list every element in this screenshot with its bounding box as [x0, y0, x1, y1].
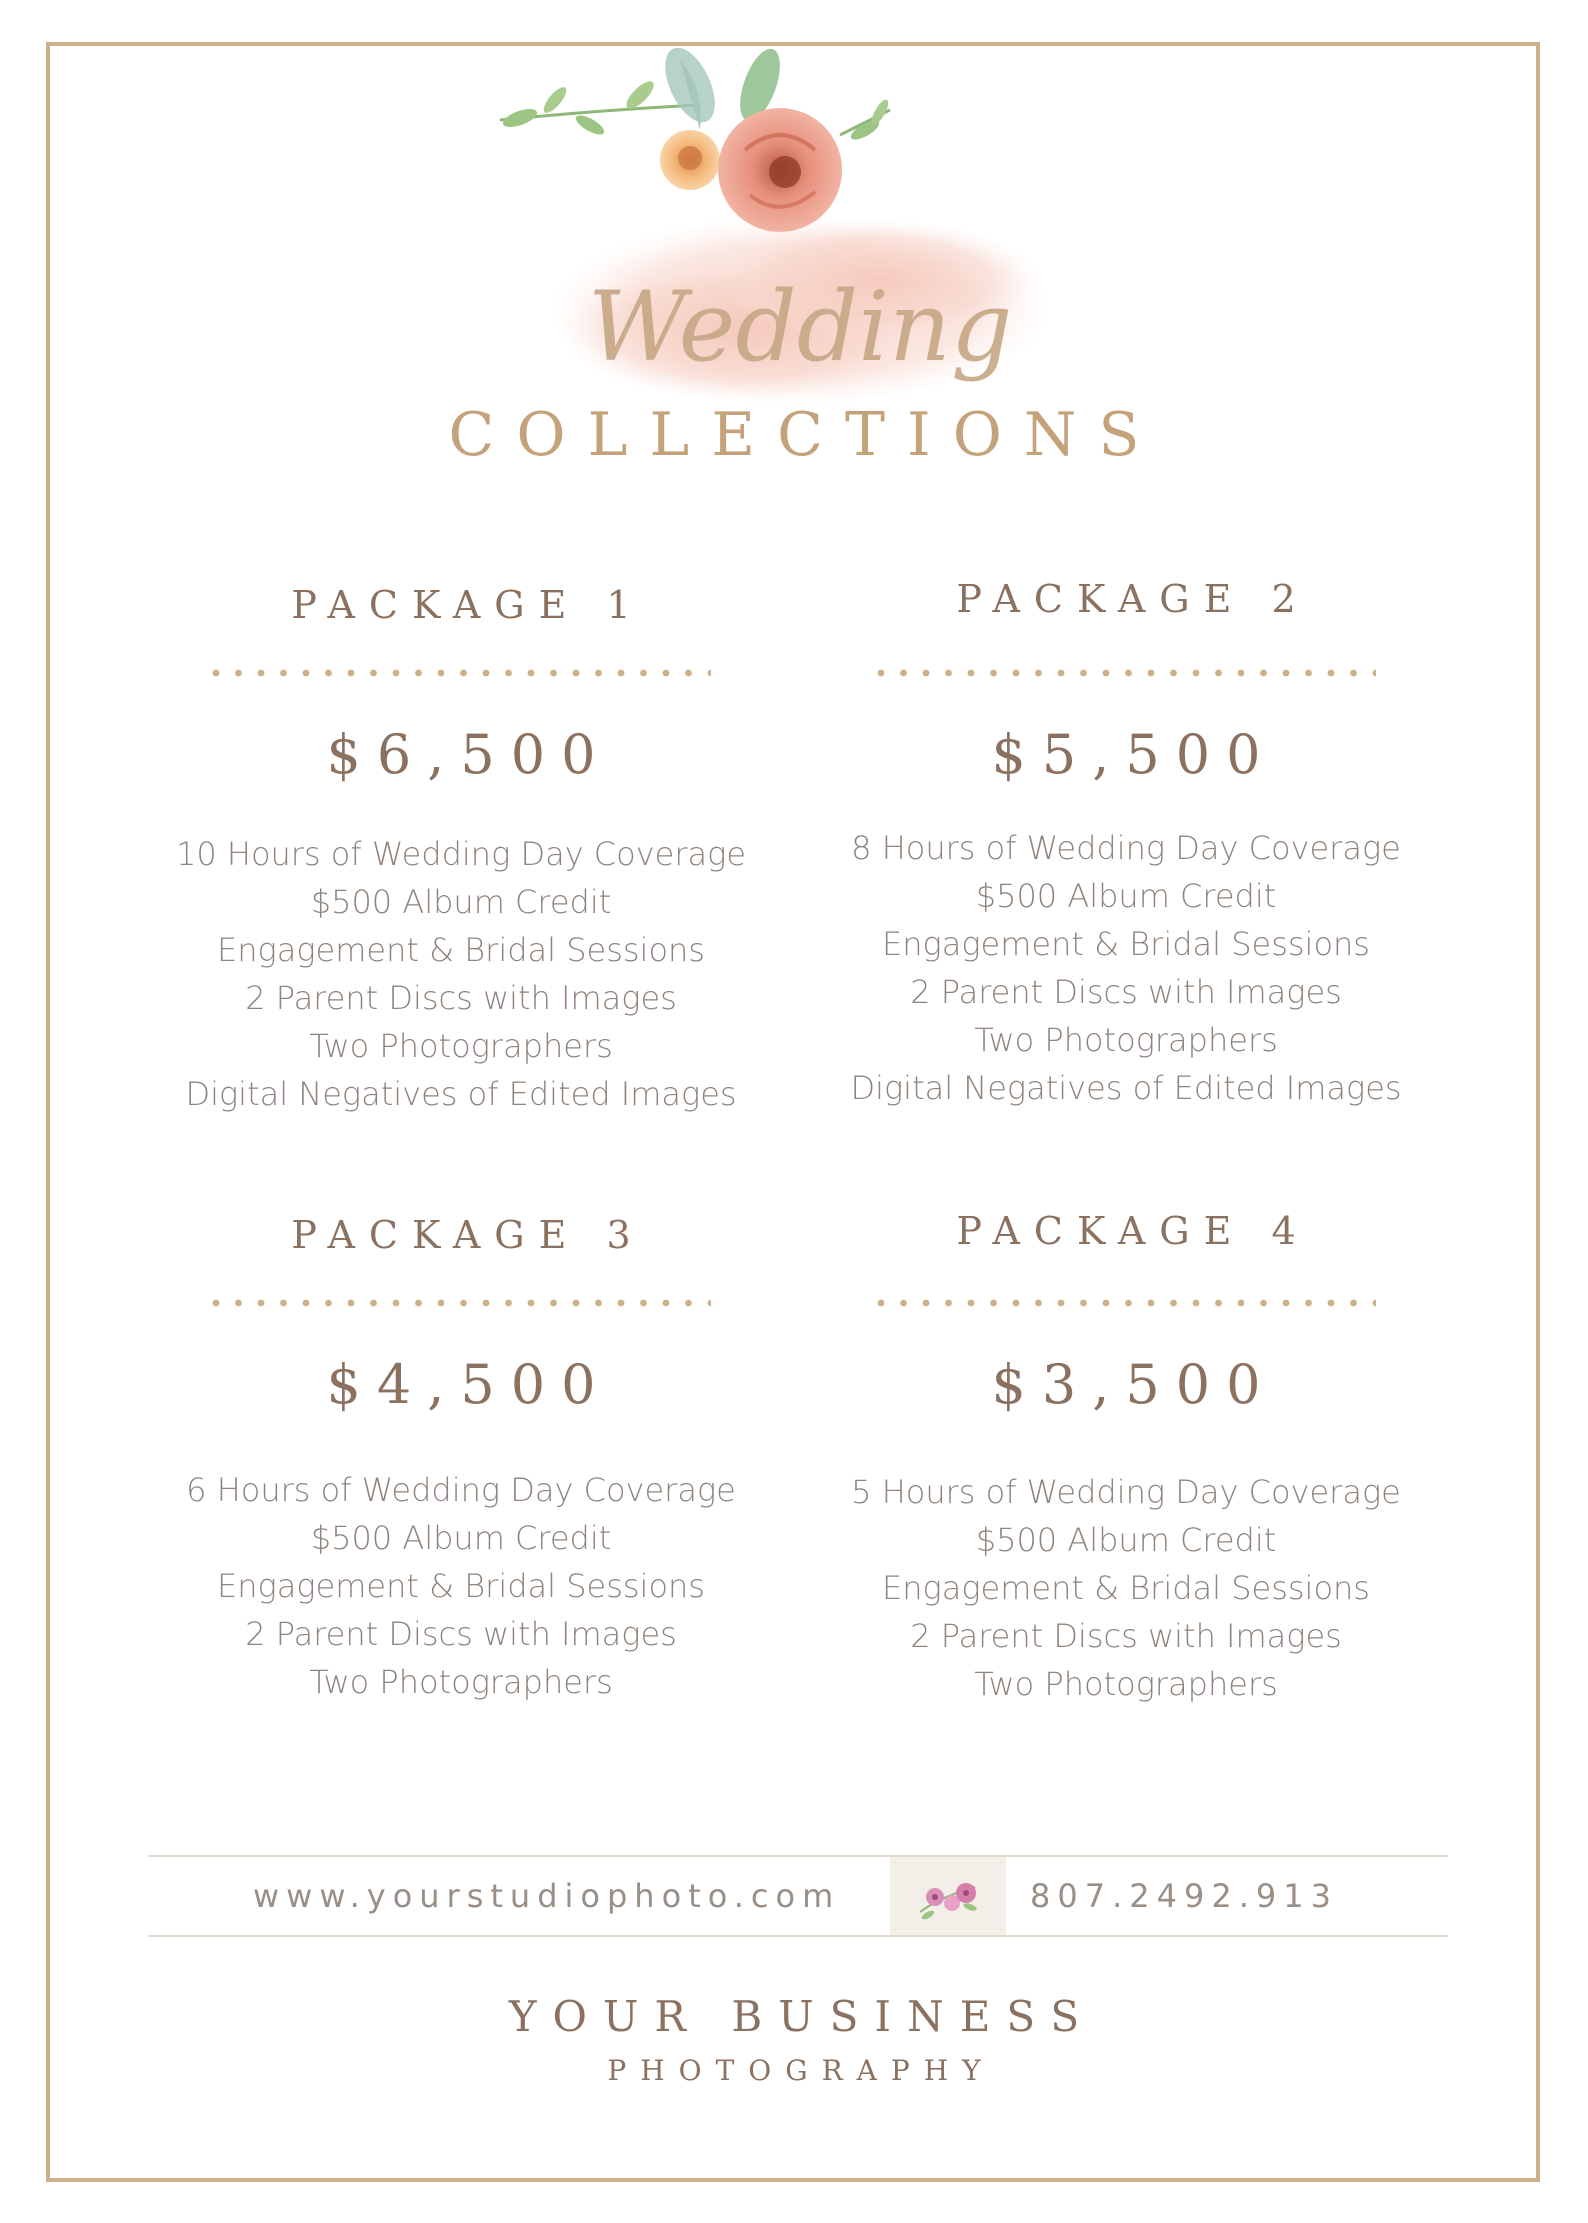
- divider-dot: [1170, 1300, 1177, 1307]
- divider-dot: [1103, 1300, 1110, 1307]
- divider-dot: [595, 670, 602, 677]
- website-link[interactable]: www.yourstudiophoto.com: [253, 1877, 841, 1915]
- divider-dot: [1238, 670, 1245, 677]
- package-card-4: [796, 1206, 1456, 1724]
- page-title: COLLECTIONS: [448, 400, 1162, 470]
- divider-dot: [505, 670, 512, 677]
- divider-dot: [1328, 1300, 1335, 1307]
- package-title: PACKAGE 3: [291, 1213, 645, 1257]
- divider-dot: [235, 670, 242, 677]
- package-card-3: [131, 1210, 791, 1722]
- dotted-divider: [211, 1298, 711, 1308]
- divider-dot: [640, 670, 647, 677]
- divider-dot: [1013, 1300, 1020, 1307]
- divider-dot: [460, 670, 467, 677]
- divider-dot: [968, 1300, 975, 1307]
- divider-dot: [708, 670, 711, 677]
- divider-dot: [528, 670, 535, 677]
- feature-item: Digital Negatives of Edited Images: [850, 1069, 1402, 1107]
- package-price: $6,500: [326, 723, 612, 786]
- divider-dot: [483, 670, 490, 677]
- dotted-divider: [876, 1298, 1376, 1308]
- divider-dot: [968, 670, 975, 677]
- divider-dot: [878, 670, 885, 677]
- divider-dot: [1373, 670, 1376, 677]
- divider-dot: [1080, 1300, 1087, 1307]
- divider-dot: [945, 1300, 952, 1307]
- script-title: Wedding: [587, 271, 1013, 383]
- divider-dot: [280, 1300, 287, 1307]
- divider-dot: [1170, 670, 1177, 677]
- divider-dot: [393, 670, 400, 677]
- divider-dot: [1260, 670, 1267, 677]
- divider-dot: [1035, 670, 1042, 677]
- divider-dot: [1125, 670, 1132, 677]
- divider-dot: [685, 670, 692, 677]
- feature-list: [131, 830, 791, 1118]
- package-title: PACKAGE 1: [291, 583, 645, 627]
- feature-item: $500 Album Credit: [975, 877, 1277, 915]
- feature-item: 2 Parent Discs with Images: [245, 979, 677, 1017]
- divider-dot: [325, 670, 332, 677]
- feature-list: [796, 1468, 1456, 1708]
- divider-dot: [923, 1300, 930, 1307]
- feature-item: Two Photographers: [309, 1663, 613, 1701]
- feature-item: 10 Hours of Wedding Day Coverage: [175, 835, 746, 873]
- feature-item: Engagement & Bridal Sessions: [882, 1569, 1370, 1607]
- divider-dot: [483, 1300, 490, 1307]
- divider-dot: [258, 670, 265, 677]
- divider-dot: [1328, 670, 1335, 677]
- feature-item: Two Photographers: [974, 1665, 1278, 1703]
- divider-dot: [595, 1300, 602, 1307]
- divider-dot: [878, 1300, 885, 1307]
- package-card-1: [131, 580, 791, 1134]
- divider-dot: [550, 1300, 557, 1307]
- dotted-divider: [876, 668, 1376, 678]
- feature-item: Two Photographers: [974, 1021, 1278, 1059]
- divider-dot: [1080, 670, 1087, 677]
- divider-dot: [348, 1300, 355, 1307]
- divider-dot: [438, 670, 445, 677]
- divider-dot: [370, 670, 377, 677]
- divider-dot: [1283, 1300, 1290, 1307]
- divider-dot: [1148, 1300, 1155, 1307]
- divider-dot: [990, 670, 997, 677]
- divider-dot: [900, 1300, 907, 1307]
- divider-dot: [1305, 1300, 1312, 1307]
- divider-dot: [1373, 1300, 1376, 1307]
- feature-item: $500 Album Credit: [310, 1519, 612, 1557]
- divider-dot: [1035, 1300, 1042, 1307]
- divider-dot: [415, 1300, 422, 1307]
- divider-dot: [1013, 670, 1020, 677]
- divider-dot: [923, 670, 930, 677]
- divider-dot: [325, 1300, 332, 1307]
- divider-dot: [663, 1300, 670, 1307]
- divider-dot: [1305, 670, 1312, 677]
- feature-item: Engagement & Bridal Sessions: [217, 1567, 705, 1605]
- divider-dot: [1148, 670, 1155, 677]
- contact-bar: [148, 1855, 1448, 1937]
- divider-dot: [460, 1300, 467, 1307]
- divider-dot: [1238, 1300, 1245, 1307]
- divider-dot: [640, 1300, 647, 1307]
- divider-dot: [573, 1300, 580, 1307]
- divider-dot: [1215, 1300, 1222, 1307]
- divider-dot: [258, 1300, 265, 1307]
- dotted-divider: [211, 668, 711, 678]
- divider-dot: [618, 1300, 625, 1307]
- divider-dot: [573, 670, 580, 677]
- feature-item: 2 Parent Discs with Images: [910, 1617, 1342, 1655]
- feature-item: Digital Negatives of Edited Images: [185, 1075, 737, 1113]
- divider-dot: [415, 670, 422, 677]
- business-name: YOUR BUSINESS: [508, 1992, 1096, 2041]
- feature-item: 2 Parent Discs with Images: [910, 973, 1342, 1011]
- divider-dot: [213, 1300, 220, 1307]
- feature-item: Engagement & Bridal Sessions: [882, 925, 1370, 963]
- package-price: $5,500: [991, 723, 1277, 786]
- divider-dot: [213, 670, 220, 677]
- divider-dot: [1058, 670, 1065, 677]
- feature-list: [796, 824, 1456, 1112]
- divider-dot: [708, 1300, 711, 1307]
- feature-item: $500 Album Credit: [975, 1521, 1277, 1559]
- divider-dot: [505, 1300, 512, 1307]
- divider-dot: [438, 1300, 445, 1307]
- flower-icon: [890, 1857, 1006, 1935]
- feature-item: Engagement & Bridal Sessions: [217, 931, 705, 969]
- divider-dot: [528, 1300, 535, 1307]
- divider-dot: [990, 1300, 997, 1307]
- divider-dot: [1103, 670, 1110, 677]
- package-price: $4,500: [326, 1353, 612, 1416]
- divider-dot: [303, 670, 310, 677]
- divider-dot: [1193, 670, 1200, 677]
- feature-item: 5 Hours of Wedding Day Coverage: [851, 1473, 1401, 1511]
- divider-dot: [685, 1300, 692, 1307]
- divider-dot: [663, 670, 670, 677]
- divider-dot: [303, 1300, 310, 1307]
- divider-dot: [1193, 1300, 1200, 1307]
- divider-dot: [393, 1300, 400, 1307]
- business-tagline: PHOTOGRAPHY: [607, 2054, 995, 2087]
- package-price: $3,500: [991, 1353, 1277, 1416]
- divider-dot: [1260, 1300, 1267, 1307]
- phone-number[interactable]: 807.2492.913: [1030, 1877, 1338, 1915]
- feature-item: $500 Album Credit: [310, 883, 612, 921]
- divider-dot: [1350, 1300, 1357, 1307]
- divider-dot: [370, 1300, 377, 1307]
- divider-dot: [1125, 1300, 1132, 1307]
- divider-dot: [618, 670, 625, 677]
- divider-dot: [945, 670, 952, 677]
- divider-dot: [900, 670, 907, 677]
- divider-dot: [1283, 670, 1290, 677]
- feature-item: 6 Hours of Wedding Day Coverage: [186, 1471, 736, 1509]
- divider-dot: [348, 670, 355, 677]
- feature-item: 8 Hours of Wedding Day Coverage: [851, 829, 1401, 867]
- divider-dot: [550, 670, 557, 677]
- divider-dot: [1215, 670, 1222, 677]
- divider-dot: [280, 670, 287, 677]
- divider-dot: [1350, 670, 1357, 677]
- feature-item: 2 Parent Discs with Images: [245, 1615, 677, 1653]
- divider-dot: [1058, 1300, 1065, 1307]
- package-card-2: [796, 574, 1456, 1128]
- feature-item: Two Photographers: [309, 1027, 613, 1065]
- divider-dot: [235, 1300, 242, 1307]
- package-title: PACKAGE 2: [956, 577, 1310, 621]
- mini-floral-logo: [890, 1857, 1006, 1935]
- feature-list: [131, 1466, 791, 1706]
- package-title: PACKAGE 4: [956, 1209, 1310, 1253]
